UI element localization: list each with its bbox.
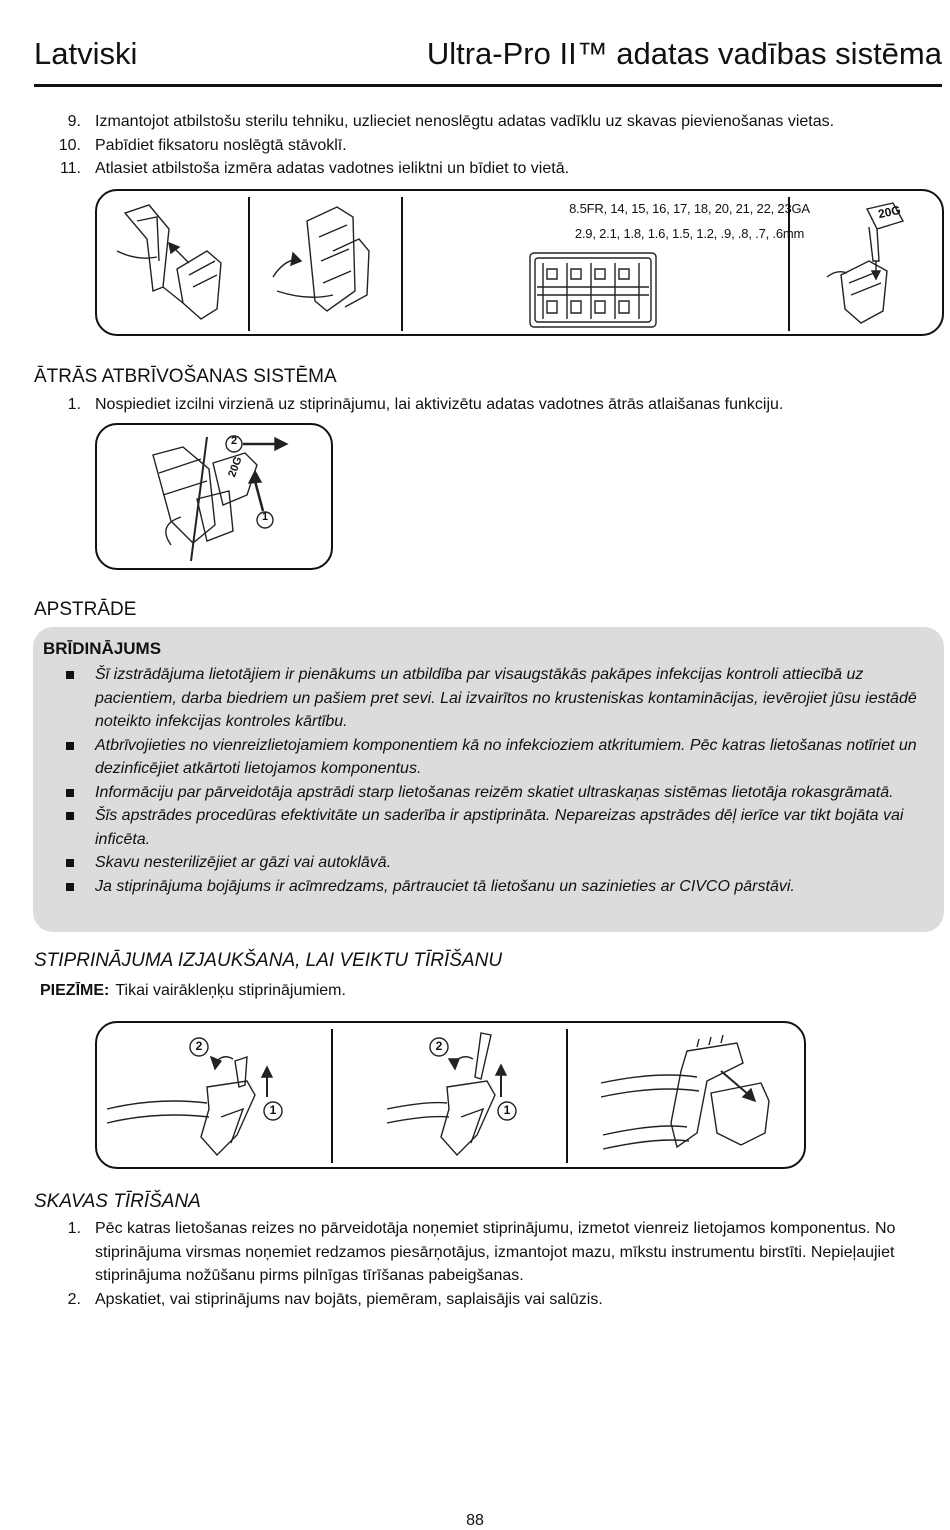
cleaning-steps [34,1217,940,1311]
step-text: Pabīdiet fiksatoru noslēgtā stāvoklī. [95,136,347,154]
list-item [34,1217,940,1288]
figure-quick-release [95,423,333,570]
figure-attach-guide [95,189,944,336]
warning-box [33,627,944,932]
step-text: Apskatiet, vai stiprinājums nav bojāts, piemēram, saplaisājis vai salūzis. [95,1290,603,1308]
mm-size-list: 2.9, 2.1, 1.8, 1.6, 1.5, 1.2, .9, .8, .7, .6mm [574,226,805,241]
processing-heading: APSTRĀDE [34,599,137,620]
figure-quick-release-drawing [97,425,331,568]
step-number: 10. [58,136,81,154]
note [40,982,346,1000]
callout-2: 2 [435,1039,443,1053]
warning-item: Šīs apstrādes procedūras efektivitāte un saderība ir apstiprināta. Nepareizas apstrādes dēļ ierīce var tikt bojāta vai inficēta. [33,804,928,851]
step-number: 2. [67,1290,81,1308]
step-number: 9. [67,113,81,130]
cleaning-heading: SKAVAS TĪRĪŠANA [34,1191,201,1212]
steps-top-list [34,110,940,181]
list-item [34,110,940,134]
header-language: Latviski [34,36,138,71]
quick-release-heading: ĀTRĀS ATBRĪVOŠANAS SISTĒMA [34,366,337,387]
list-item [34,393,940,417]
note-text: Tikai vairākleņķu stiprinājumiem. [115,982,346,999]
insert-20g-label: 20G [876,202,902,222]
warning-item: Šī izstrādājuma lietotājiem ir pienākums un atbildība par visaugstākās pakāpes infekcijas kontroli attiecībā uz pacientiem, darba biedriem un pašiem pret sevi. Lai izvairītos no krusteniskas kontaminācijas, ievērojiet jūsu iestādē noteikto infekcijas kontroles kārtību. [33,663,928,734]
insert-20g-label: 20G [226,455,245,479]
disassembly-heading: STIPRINĀJUMA IZJAUKŠANA, LAI VEIKTU TĪRĪŠANU [34,950,503,971]
step-text: Atlasiet atbilstoša izmēra adatas vadotnes ieliktni un bīdiet to vietā. [95,160,570,177]
warning-list [33,663,928,898]
step-number: 1. [67,396,81,413]
callout-1: 1 [503,1103,511,1117]
page-number: 88 [466,1512,484,1529]
callout-2: 2 [230,435,238,447]
page-header [34,34,942,87]
warning-item: Ja stiprinājuma bojājums ir acīmredzams, pārtrauciet tā lietošanu un sazinieties ar CIVCO pārstāvi. [33,875,928,899]
header-title: Ultra-Pro II™ adatas vadības sistēma [426,36,942,71]
warning-item: Atbrīvojieties no vienreizlietojamiem komponentiem kā no infekcioziem atkritumiem. Pēc katras lietošanas notīriet un dezinficējiet atkārtoti lietojamos komponentus. [33,734,928,781]
warning-title: BRĪDINĀJUMS [43,639,162,658]
step-text: Pēc katras lietošanas reizes no pārveidotāja noņemiet stiprinājumu, izmetot vienreiz lietojamos komponentus. No stiprinājuma virsmas noņemiet redzamos piesārņotājus, izmantojot mazu, mīkstu instrumentu birstīti. Nepieļaujiet stiprinājuma nožūšanu pirms pilnīgas tīrīšanas pabeigšanas. [95,1220,896,1284]
gauge-size-list: 8.5FR, 14, 15, 16, 17, 18, 20, 21, 22, 23GA [569,201,810,216]
step-text: Izmantojot atbilstošu sterilu tehniku, uzlieciet nenoslēgtu adatas vadīklu uz skavas pievienošanas vietas. [95,113,835,130]
list-item [34,1288,940,1312]
note-label: PIEZĪME: [40,982,110,999]
warning-item: Informāciju par pārveidotāja apstrādi starp lietošanas reizēm skatiet ultraskaņas sistēmas lietotāja rokasgrāmatā. [33,781,928,805]
figure-disassembly [95,1021,806,1169]
list-item [34,157,940,181]
step-number: 11. [59,160,81,177]
callout-1: 1 [269,1103,277,1117]
callout-1: 1 [261,511,269,523]
step-text: Nospiediet izcilni virzienā uz stiprinājumu, lai aktivizētu adatas vadotnes ātrās atlaišanas funkciju. [95,396,784,413]
callout-2: 2 [195,1039,203,1053]
step-number: 1. [67,1220,81,1237]
quick-release-steps [34,393,940,417]
warning-item: Skavu nesterilizējiet ar gāzi vai autoklāvā. [33,851,928,875]
list-item [34,134,940,158]
